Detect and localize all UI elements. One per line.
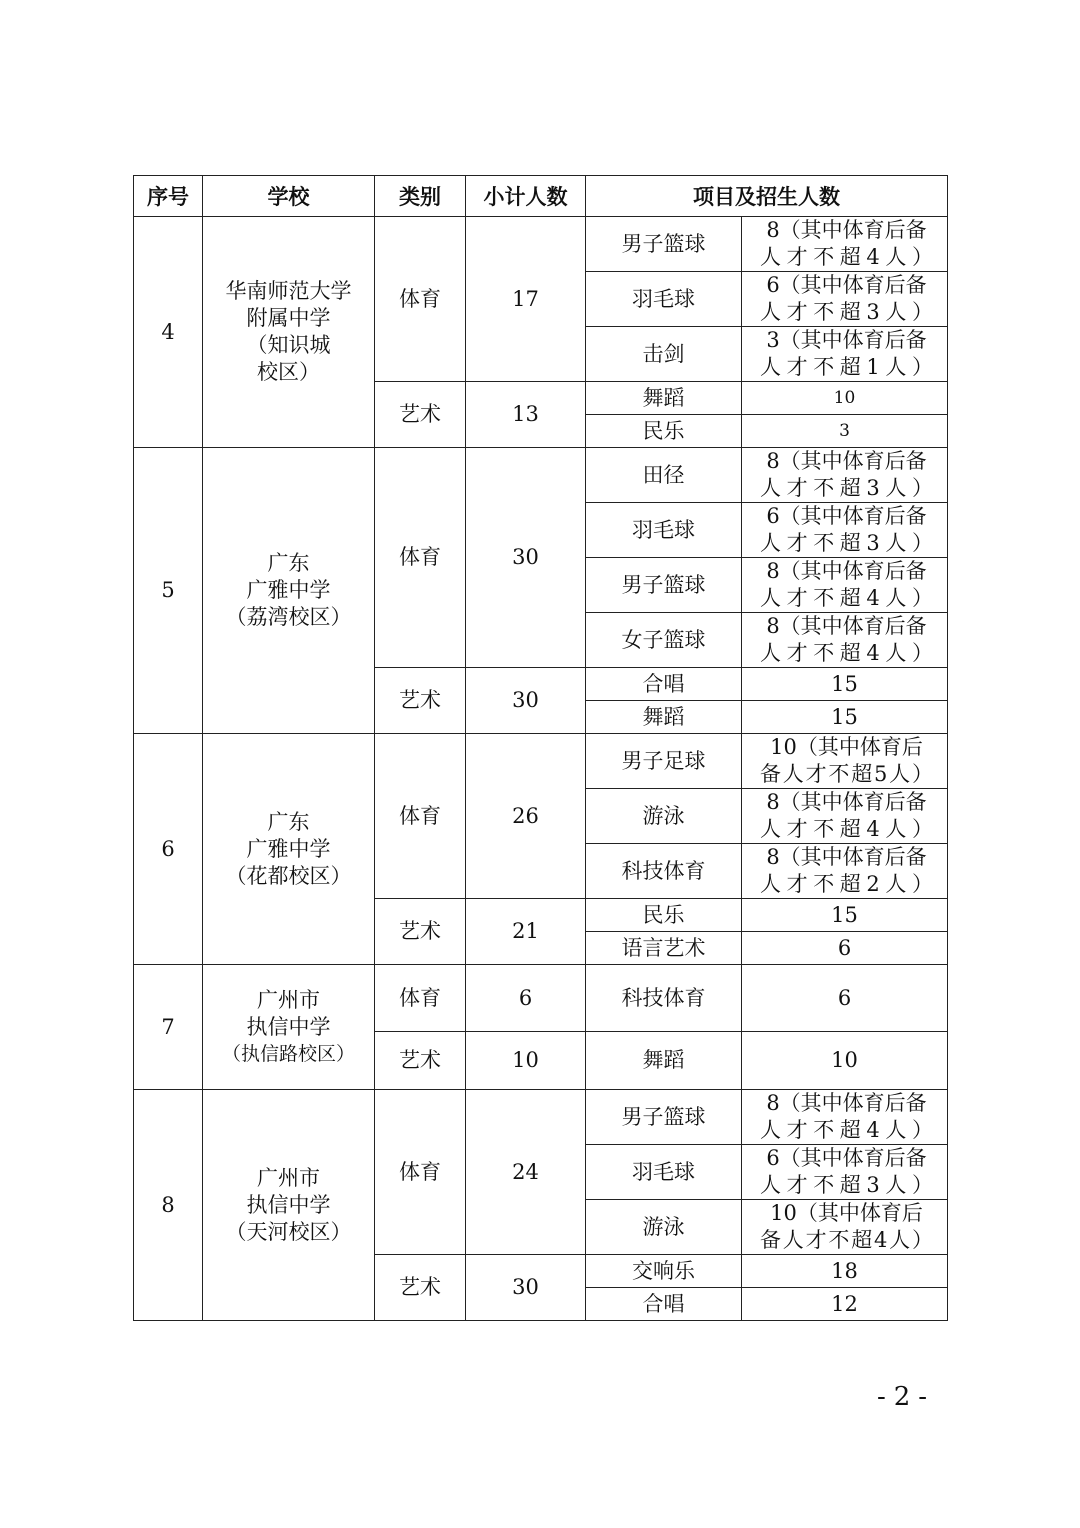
item-quota-cell: 8（其中体育后备人才不超4人）	[742, 789, 948, 844]
school-name-line: 校区）	[257, 360, 320, 384]
table-row	[134, 734, 948, 789]
item-quota-cell: 18	[742, 1255, 948, 1288]
school-name-line: 广州市	[257, 987, 320, 1012]
subtotal-cell: 6	[466, 965, 586, 1032]
school-name-line: （知识城	[246, 333, 331, 357]
item-name-cell: 羽毛球	[586, 1145, 742, 1200]
category-cell: 体育	[375, 965, 466, 1032]
subtotal-cell: 30	[466, 1255, 586, 1321]
item-quota-cell: 8（其中体育后备人才不超4人）	[742, 217, 948, 272]
school-cell	[203, 965, 375, 1090]
item-name-cell: 羽毛球	[586, 503, 742, 558]
item-quota-cell: 15	[742, 668, 948, 701]
subtotal-cell: 10	[466, 1032, 586, 1090]
school-name-line: （天河校区）	[225, 1219, 352, 1244]
category-cell: 体育	[375, 1090, 466, 1255]
header-items: 项目及招生人数	[586, 176, 948, 217]
item-quota-cell: 8（其中体育后备人才不超4人）	[742, 558, 948, 613]
item-name-cell: 游泳	[586, 1200, 742, 1255]
category-cell: 艺术	[375, 668, 466, 734]
item-quota-cell: 6（其中体育后备人才不超3人）	[742, 1145, 948, 1200]
item-name-cell: 语言艺术	[586, 932, 742, 965]
seq-cell: 5	[134, 448, 203, 734]
item-quota-cell: 6（其中体育后备人才不超3人）	[742, 272, 948, 327]
item-name-cell: 男子篮球	[586, 217, 742, 272]
school-name-line: 广雅中学	[246, 836, 331, 861]
category-cell: 体育	[375, 217, 466, 382]
category-cell: 艺术	[375, 382, 466, 448]
item-name-cell: 科技体育	[586, 844, 742, 899]
item-name-cell: 合唱	[586, 1288, 742, 1321]
item-name-cell: 民乐	[586, 415, 742, 448]
table-row	[134, 217, 948, 272]
school-name-line: （荔湾校区）	[225, 605, 352, 629]
item-name-cell: 舞蹈	[586, 1032, 742, 1090]
item-quota-cell: 10	[742, 382, 948, 415]
category-cell: 艺术	[375, 899, 466, 965]
item-name-cell: 男子篮球	[586, 558, 742, 613]
subtotal-cell: 21	[466, 899, 586, 965]
item-name-cell: 男子篮球	[586, 1090, 742, 1145]
subtotal-cell: 30	[466, 668, 586, 734]
item-name-cell: 科技体育	[586, 965, 742, 1032]
school-name-line: 附属中学	[246, 306, 331, 330]
school-cell	[203, 1090, 375, 1321]
seq-cell: 8	[134, 1090, 203, 1321]
item-quota-cell: 6	[742, 932, 948, 965]
item-quota-cell: 8（其中体育后备人才不超4人）	[742, 1090, 948, 1145]
school-name-line: 广东	[267, 809, 310, 834]
item-name-cell: 交响乐	[586, 1255, 742, 1288]
table-header-row	[134, 176, 948, 217]
school-name-line: 广雅中学	[246, 578, 331, 602]
school-cell	[203, 217, 375, 448]
category-cell: 艺术	[375, 1255, 466, 1321]
item-quota-cell: 3（其中体育后备人才不超1人）	[742, 327, 948, 382]
seq-cell: 6	[134, 734, 203, 965]
item-name-cell: 舞蹈	[586, 701, 742, 734]
subtotal-cell: 13	[466, 382, 586, 448]
school-cell	[203, 734, 375, 965]
item-quota-cell: 15	[742, 899, 948, 932]
item-quota-cell: 6（其中体育后备人才不超3人）	[742, 503, 948, 558]
header-subtotal: 小计人数	[466, 176, 586, 217]
item-name-cell: 击剑	[586, 327, 742, 382]
school-name-line: 广州市	[257, 1165, 320, 1190]
school-name-line: 广东	[267, 551, 310, 575]
item-name-cell: 合唱	[586, 668, 742, 701]
item-quota-cell: 6	[742, 965, 948, 1032]
school-name-line: 华南师范大学	[225, 279, 352, 303]
category-cell: 体育	[375, 734, 466, 899]
table-row	[134, 1090, 948, 1145]
item-quota-cell: 8（其中体育后备人才不超2人）	[742, 844, 948, 899]
item-name-cell: 羽毛球	[586, 272, 742, 327]
header-category: 类别	[375, 176, 466, 217]
table-row	[134, 448, 948, 503]
item-name-cell: 田径	[586, 448, 742, 503]
subtotal-cell: 24	[466, 1090, 586, 1255]
school-name-line: （执信路校区）	[221, 1042, 355, 1065]
item-quota-cell: 15	[742, 701, 948, 734]
item-quota-cell: 3	[742, 415, 948, 448]
subtotal-cell: 30	[466, 448, 586, 668]
item-name-cell: 男子足球	[586, 734, 742, 789]
table-row	[134, 965, 948, 1032]
school-name-line: 执信中学	[246, 1192, 331, 1217]
category-cell: 体育	[375, 448, 466, 668]
header-school: 学校	[203, 176, 375, 217]
subtotal-cell: 17	[466, 217, 586, 382]
school-cell	[203, 448, 375, 734]
page-number: -2-	[876, 1382, 936, 1412]
item-quota-cell: 12	[742, 1288, 948, 1321]
item-name-cell: 民乐	[586, 899, 742, 932]
item-quota-cell: 10	[742, 1032, 948, 1090]
school-name-line: 执信中学	[246, 1014, 331, 1039]
item-quota-cell: 8（其中体育后备人才不超3人）	[742, 448, 948, 503]
enrollment-table	[133, 175, 948, 1321]
item-name-cell: 舞蹈	[586, 382, 742, 415]
item-quota-cell: 10（其中体育后备人才不超4人）	[742, 1200, 948, 1255]
seq-cell: 7	[134, 965, 203, 1090]
category-cell: 艺术	[375, 1032, 466, 1090]
school-name-line: （花都校区）	[225, 863, 352, 888]
header-seq: 序号	[134, 176, 203, 217]
item-name-cell: 游泳	[586, 789, 742, 844]
item-quota-cell: 10（其中体育后备人才不超5人）	[742, 734, 948, 789]
item-quota-cell: 8（其中体育后备人才不超4人）	[742, 613, 948, 668]
item-name-cell: 女子篮球	[586, 613, 742, 668]
subtotal-cell: 26	[466, 734, 586, 899]
seq-cell: 4	[134, 217, 203, 448]
